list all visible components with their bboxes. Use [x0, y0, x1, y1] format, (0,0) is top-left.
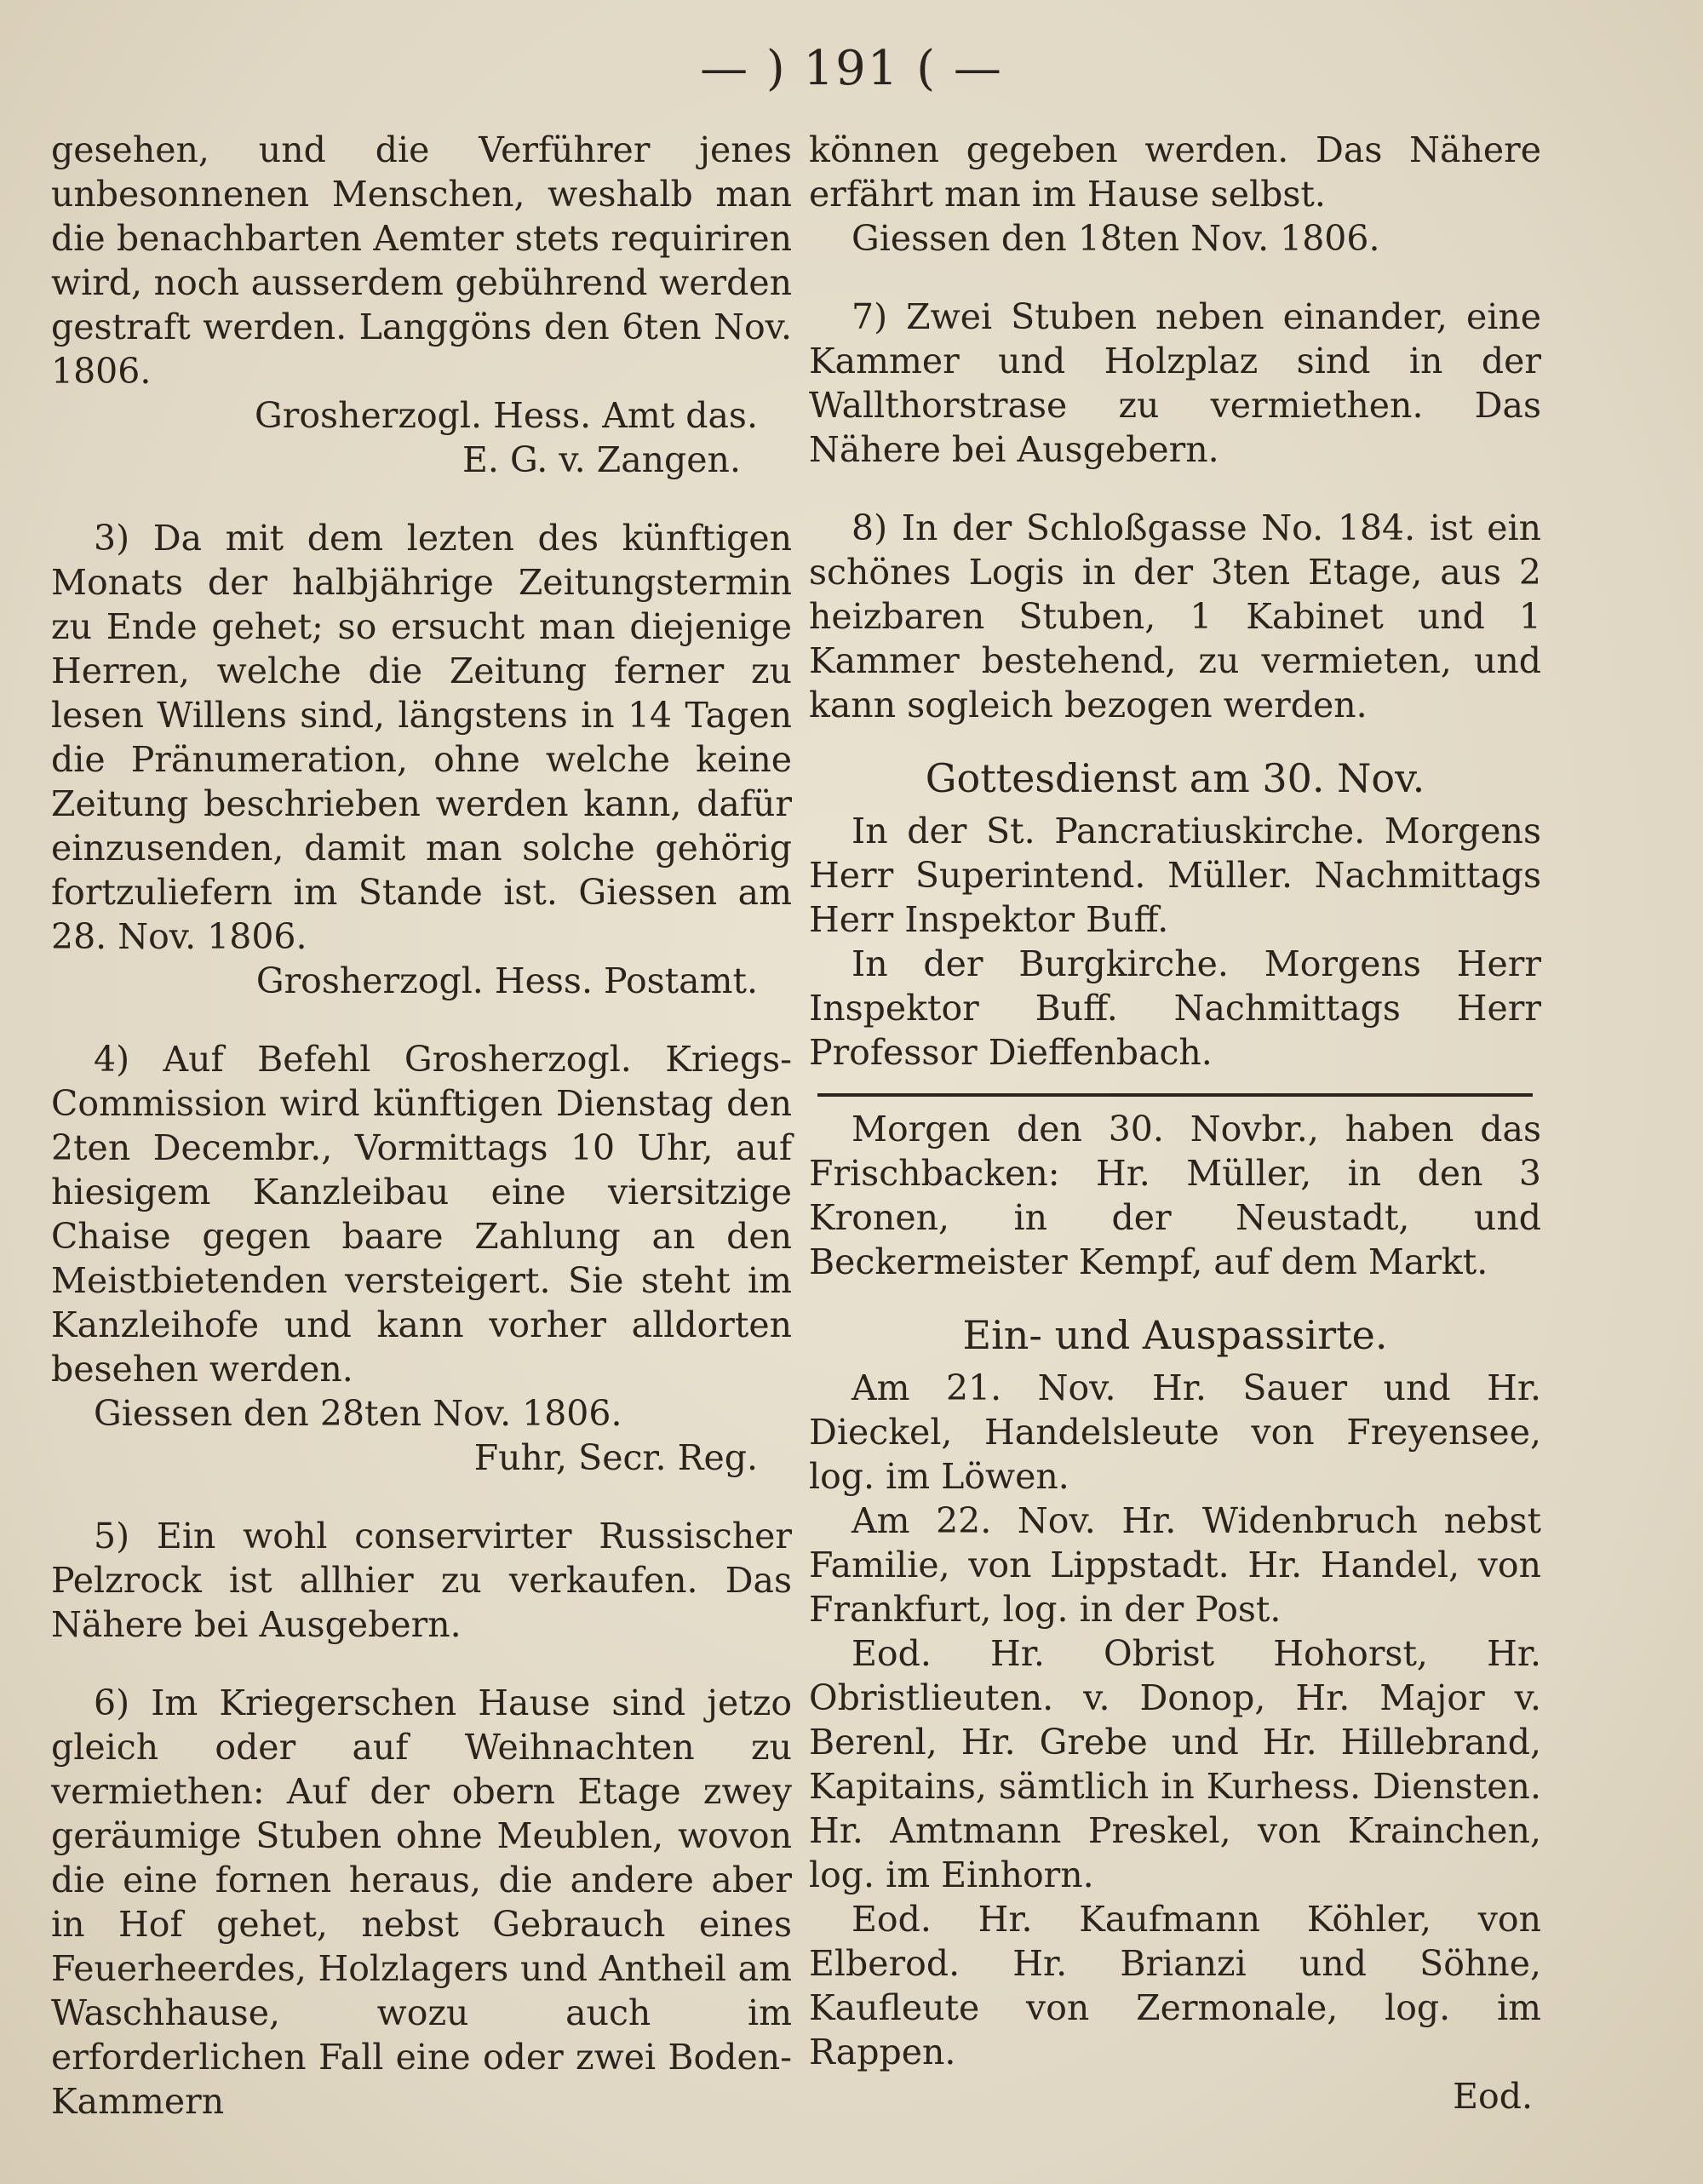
- notice-5-text: 5) Ein wohl conservirter Russischer Pelzrock ist allhier zu verkaufen. Das Nähere bei Ausgebern.: [51, 1516, 792, 1645]
- notice-4-signature: Fuhr, Secr. Reg.: [473, 1437, 758, 1478]
- notice-7-text: 7) Zwei Stuben neben einander, eine Kammer und Holzplaz sind in der Wallthorstrase zu vermiethen. Das Nähere bei Ausgebern.: [809, 296, 1541, 470]
- travellers-entry: Am 21. Nov. Hr. Sauer und Hr. Dieckel, Handelsleute von Freyensee, log. im Löwen.: [809, 1367, 1541, 1497]
- catchword: Eod.: [1453, 2076, 1533, 2117]
- notice-8-text: 8) In der Schloßgasse No. 184. ist ein schönes Logis in der 3ten Etage, aus 2 heizbaren Stuben, 1 Kabinet und 1 Kammer bestehend, zu vermieten, und kann sogleich bezogen werden.: [809, 507, 1541, 725]
- service-heading: Gottesdienst am 30. Nov.: [925, 755, 1425, 801]
- travellers-heading: Ein- und Auspassirte.: [962, 1312, 1388, 1358]
- notice-6-continuation: können gegeben werden. Das Nähere erfährt man im Hause selbst.: [809, 129, 1541, 215]
- notice-4-date: Giessen den 28ten Nov. 1806.: [94, 1393, 622, 1434]
- notice-2-continuation: gesehen, und die Verführer jenes unbesonnenen Menschen, weshalb man die benachbarten Aemter stets requiriren wird, noch ausserdem gebührend werden gestraft werden. Langgöns den 6ten Nov. 1806.: [51, 129, 792, 392]
- notice-2-signature-office: Grosherzogl. Hess. Amt das.: [255, 395, 758, 436]
- travellers-entry: Eod. Hr. Kaufmann Köhler, von Elberod. Hr. Brianzi und Söhne, Kaufleute von Zermonale, log. im Rappen.: [809, 1899, 1541, 2072]
- section-divider: [817, 1093, 1533, 1097]
- travellers-entry: Eod. Hr. Obrist Hohorst, Hr. Obristlieuten. v. Donop, Hr. Major v. Berenl, Hr. Grebe und Hr. Hillebrand, Kapitains, sämtlich in Kurhess. Diensten. Hr. Amtmann Preskel, von Krainchen, log. im Einhorn.: [809, 1633, 1541, 1895]
- notice-3-text: 3) Da mit dem lezten des künftigen Monats der halbjährige Zeitungstermin zu Ende gehet; so ersucht man diejenige Herren, welche die Zeitung ferner zu lesen Willens sind, längstens in 14 Tagen die Pränumeration, ohne welche keine Zeitung beschrieben werden kann, dafür einzusenden, damit man solche gehörig fortzuliefern im Stande ist. Giessen am 28. Nov. 1806.: [51, 518, 792, 957]
- notice-2-signature-name: E. G. v. Zangen.: [462, 439, 741, 480]
- right-column: [809, 128, 1541, 2118]
- notice-4-text: 4) Auf Befehl Grosherzogl. Kriegs-Commission wird künftigen Dienstag den 2ten Decembr., Vormittags 10 Uhr, auf hiesigem Kanzleibau eine viersitzige Chaise gegen baare Zahlung an den Meistbietenden versteigert. Sie steht im Kanzleihofe und kann vorher alldorten besehen werden.: [51, 1039, 792, 1390]
- service-pancratius: In der St. Pancratiuskirche. Morgens Herr Superintend. Müller. Nachmittags Herr Inspektor Buff.: [809, 811, 1541, 940]
- travellers-entry: Am 22. Nov. Hr. Widenbruch nebst Familie, von Lippstadt. Hr. Handel, von Frankfurt, log. in der Post.: [809, 1500, 1541, 1630]
- notice-6-date: Giessen den 18ten Nov. 1806.: [852, 218, 1380, 259]
- page-number: — ) 191 ( —: [700, 41, 1003, 96]
- service-burgkirche: In der Burgkirche. Morgens Herr Inspektor Buff. Nachmittags Herr Professor Dieffenbach.: [809, 943, 1541, 1073]
- left-column: [51, 128, 792, 2124]
- notice-3-signature: Grosherzogl. Hess. Postamt.: [255, 960, 758, 1001]
- notice-6-text: 6) Im Kriegerschen Hause sind jetzo gleich oder auf Weihnachten zu vermiethen: Auf der obern Etage zwey geräumige Stuben ohne Meublen, wovon die eine fornen heraus, die andere aber in Hof gehet, nebst Gebrauch eines Feuerheerdes, Holzlagers und Antheil am Waschhause, wozu auch im erforderlichen Fall eine oder zwei Boden-Kammern: [51, 1682, 792, 2122]
- bakers-notice: Morgen den 30. Novbr., haben das Frischbacken: Hr. Müller, in den 3 Kronen, in der Neustadt, und Beckermeister Kempf, auf dem Markt.: [809, 1109, 1541, 1282]
